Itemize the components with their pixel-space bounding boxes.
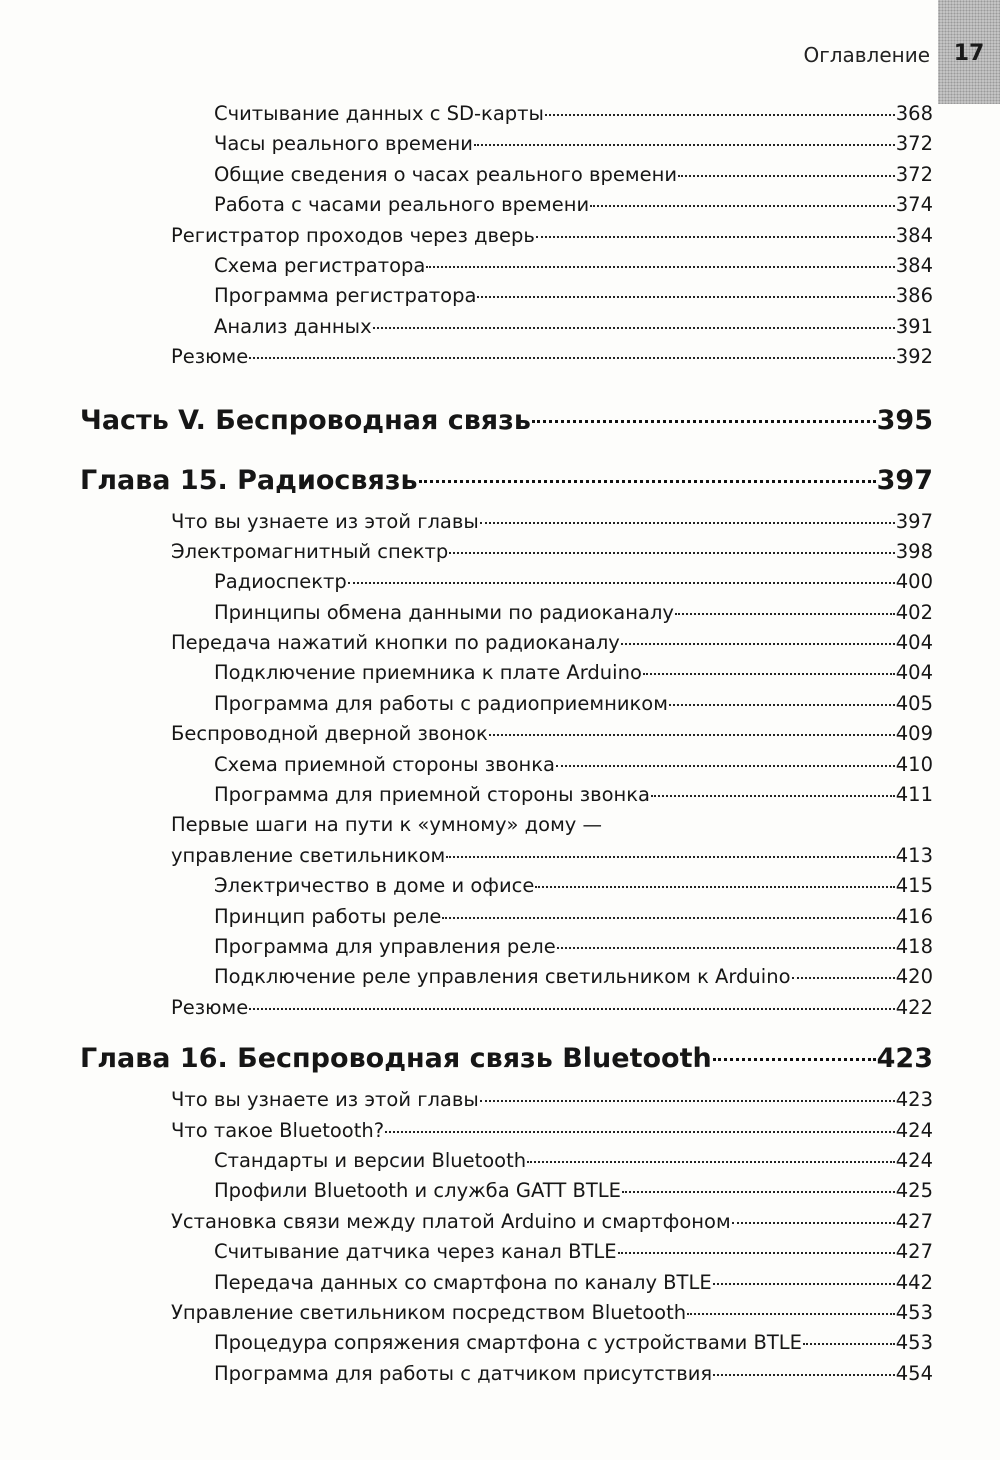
toc-entry-title-line1[interactable]: Первые шаги на пути к «умному» дому — [171,813,603,837]
table-of-contents [0,99,1000,1389]
toc-entry-title: Принцип работы реле [214,904,442,928]
toc-entry[interactable] [0,1328,1000,1358]
toc-entry[interactable] [0,190,1000,220]
toc-entry-page: 384 [895,253,933,277]
leader-dots [249,357,895,359]
toc-entry-page: 374 [895,193,933,217]
toc-entry-title: Электричество в доме и офисе [214,874,535,898]
toc-entry-page: 368 [895,102,933,125]
leader-dots [249,1008,895,1010]
toc-entry[interactable] [0,658,1000,688]
toc-entry-title: Передача данных со смартфона по каналу BTLE [214,1270,712,1294]
toc-entry-title: Программа для приемной стороны звонка [214,783,650,807]
leader-dots [643,673,895,675]
toc-entry-title: Часы реального времени [214,132,473,156]
leader-dots [446,856,895,858]
toc-entry-page: 404 [895,631,933,655]
toc-entry-page: 402 [895,600,933,624]
toc-entry-title: Профили Bluetooth и служба GATT BTLE [214,1179,621,1203]
leader-dots [532,420,876,423]
leader-dots [527,1161,895,1163]
leader-dots [477,296,894,298]
toc-entry-title: Считывание датчика через канал BTLE [214,1240,617,1264]
toc-entry-page: 454 [895,1361,933,1385]
toc-entry[interactable] [0,1207,1000,1237]
toc-entry[interactable] [0,1116,1000,1146]
toc-entry-page: 391 [895,314,933,338]
toc-entry-page: 427 [895,1240,933,1264]
toc-heading-title: Глава 15. Радиосвязь [80,464,418,496]
toc-entry[interactable] [0,160,1000,190]
toc-entry-title: Программа для управления реле [214,934,556,958]
toc-entry-page: 418 [895,934,933,958]
toc-entry-title: Резюме [171,995,249,1019]
toc-entry-page: 422 [895,995,933,1019]
toc-entry-page: 423 [895,1088,933,1112]
toc-entry[interactable] [0,689,1000,719]
toc-entry-page: 386 [895,284,933,308]
toc-entry[interactable] [0,1268,1000,1298]
leader-dots [474,144,895,146]
toc-entry-page: 405 [895,691,933,715]
toc-entry[interactable] [0,628,1000,658]
leader-dots [489,734,895,736]
toc-entry-page: 384 [895,223,933,247]
leader-dots [669,704,895,706]
toc-entry-title: Подключение приемника к плате Arduino [214,661,642,685]
toc-chapter-heading[interactable] [0,455,1000,507]
toc-entry-title: управление светильником [171,843,446,867]
toc-entry[interactable] [0,871,1000,901]
leader-dots [385,1131,895,1133]
leader-dots [651,795,895,797]
toc-entry-title: Электромагнитный спектр [171,539,449,563]
leader-dots [536,236,895,238]
toc-heading-page: 423 [876,1043,933,1075]
leader-dots [480,522,895,524]
leader-dots [556,765,895,767]
leader-dots [687,1313,895,1315]
leader-dots [678,175,895,177]
toc-entry-title: Программа регистратора [214,284,477,308]
toc-entry-page: 409 [895,722,933,746]
toc-entry-title: Регистратор проходов через дверь [171,223,535,247]
toc-heading-title: Часть V. Беспроводная связь [80,404,531,436]
toc-entry[interactable] [0,221,1000,251]
leader-dots [792,977,895,979]
toc-entry[interactable] [0,780,1000,810]
toc-entry[interactable] [0,537,1000,567]
leader-dots [590,205,895,207]
toc-entry-page: 425 [895,1179,933,1203]
toc-entry-page: 397 [895,509,933,533]
toc-entry-page: 415 [895,874,933,898]
toc-entry-page: 392 [895,345,933,369]
leader-dots [449,552,895,554]
leader-dots [803,1343,895,1345]
toc-entry-page: 442 [895,1270,933,1294]
toc-entry-page: 404 [895,661,933,685]
leader-dots [442,917,894,919]
toc-entry-title: Установка связи между платой Arduino и смартфоном [171,1209,731,1233]
leader-dots [480,1100,895,1102]
toc-entry[interactable] [0,1298,1000,1328]
running-header-title: Оглавление [803,43,930,67]
leader-dots [419,480,876,483]
toc-entry[interactable] [0,932,1000,962]
toc-entry-title: Резюме [171,345,249,369]
toc-entry-title: Подключение реле управления светильником к Arduino [214,965,791,989]
leader-dots [348,582,895,584]
toc-entry-page: 424 [895,1118,933,1142]
toc-entry-page: 400 [895,570,933,594]
toc-entry[interactable] [0,841,1000,871]
leader-dots [535,886,894,888]
toc-entry-title: Что вы узнаете из этой главы [171,509,479,533]
toc-heading-page: 397 [876,464,933,496]
leader-dots [621,643,895,645]
toc-entry-page: 427 [895,1209,933,1233]
page-header [0,0,1000,104]
toc-entry-page: 372 [895,162,933,186]
leader-dots [557,947,895,949]
leader-dots [373,327,895,329]
toc-entry-page: 411 [895,783,933,807]
toc-entry-title: Схема регистратора [214,253,426,277]
toc-entry-page: 416 [895,904,933,928]
toc-entry-title: Считывание данных с SD-карты [214,102,544,125]
toc-heading-page: 395 [876,404,933,436]
toc-chapter-heading[interactable] [0,1033,1000,1085]
page-number-tab [938,0,1000,104]
toc-entry-page: 410 [895,752,933,776]
toc-entry-title: Управление светильником посредством Bluetooth [171,1300,687,1324]
toc-entry[interactable] [0,281,1000,311]
toc-entry[interactable] [0,312,1000,342]
toc-entry[interactable] [0,962,1000,992]
page-number: 17 [953,41,985,66]
toc-entry-title: Программа для работы с радиоприемником [214,691,668,715]
toc-entry-title: Анализ данных [214,314,372,338]
leader-dots [545,114,895,116]
toc-entry-page: 420 [895,965,933,989]
leader-dots [713,1058,876,1061]
leader-dots [675,613,895,615]
toc-entry-page: 372 [895,132,933,156]
toc-entry[interactable] [0,129,1000,159]
toc-entry[interactable] [0,902,1000,932]
toc-entry-page: 424 [895,1148,933,1172]
toc-entry[interactable] [0,567,1000,597]
leader-dots [713,1283,895,1285]
toc-entry-page: 413 [895,843,933,867]
toc-entry[interactable] [0,598,1000,628]
toc-part-heading[interactable] [0,395,1000,447]
toc-entry-page: 398 [895,539,933,563]
toc-entry[interactable] [0,719,1000,749]
toc-entry[interactable] [0,99,1000,129]
toc-entry-page: 453 [895,1331,933,1355]
toc-entry-title: Что вы узнаете из этой главы [171,1088,479,1112]
toc-entry-title: Что такое Bluetooth? [171,1118,385,1142]
toc-entry[interactable] [0,1146,1000,1176]
leader-dots [618,1252,895,1254]
toc-entry[interactable] [0,1176,1000,1206]
toc-entry[interactable] [0,1237,1000,1267]
toc-entry[interactable] [0,342,1000,372]
toc-entry-title: Работа с часами реального времени [214,193,590,217]
leader-dots [713,1374,895,1376]
toc-entry[interactable] [0,750,1000,780]
toc-entry-title: Беспроводной дверной звонок [171,722,488,746]
leader-dots [622,1191,895,1193]
toc-entry-title: Стандарты и версии Bluetooth [214,1148,527,1172]
toc-entry[interactable] [0,251,1000,281]
toc-entry-title: Процедура сопряжения смартфона с устройствами BTLE [214,1331,802,1355]
toc-entry-page: 453 [895,1300,933,1324]
toc-heading-title: Глава 16. Беспроводная связь Bluetooth [80,1043,712,1075]
toc-entry[interactable] [0,507,1000,537]
toc-entry-title: Схема приемной стороны звонка [214,752,556,776]
toc-entry-title: Принципы обмена данными по радиоканалу [214,600,674,624]
leader-dots [732,1222,895,1224]
toc-entry[interactable] [0,993,1000,1023]
toc-entry-title: Общие сведения о часах реального времени [214,162,677,186]
toc-entry-title: Программа для работы с датчиком присутствия [214,1361,713,1385]
toc-entry-title: Радиоспектр [214,570,347,594]
leader-dots [426,266,894,268]
toc-entry-title: Передача нажатий кнопки по радиоканалу [171,631,620,655]
toc-entry[interactable] [0,1085,1000,1115]
toc-entry[interactable] [0,1359,1000,1389]
